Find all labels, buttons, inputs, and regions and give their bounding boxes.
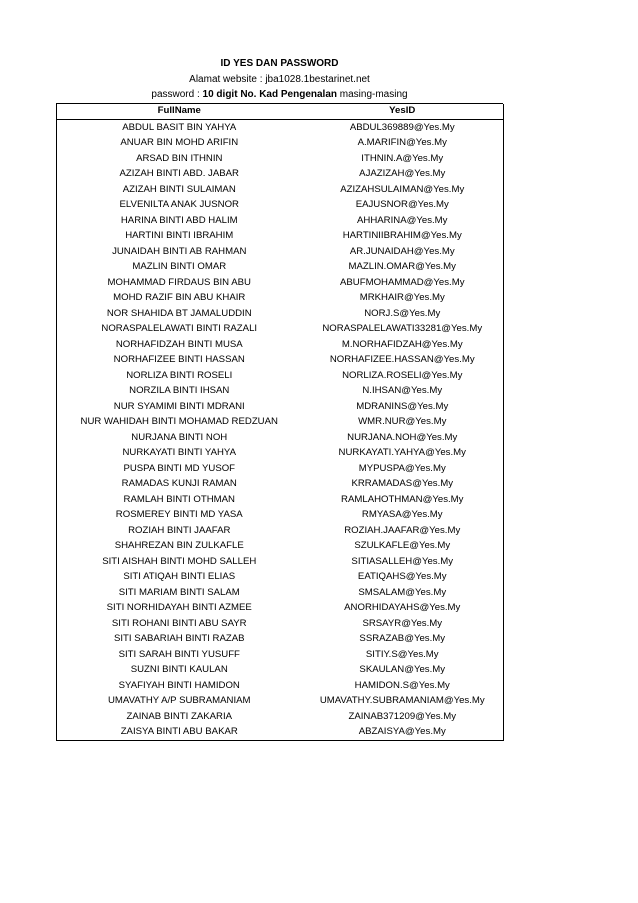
document-sheet bbox=[56, 56, 503, 741]
fullname-cell: ROSMEREY BINTI MD YASA bbox=[57, 508, 302, 524]
website-line bbox=[56, 72, 503, 88]
yesid-cell: SITIY.S@Yes.My bbox=[302, 647, 504, 663]
table-row bbox=[57, 461, 504, 477]
column-header-yesid: YesID bbox=[302, 104, 504, 120]
fullname-cell: NORHAFIZEE BINTI HASSAN bbox=[57, 353, 302, 369]
fullname-cell: UMAVATHY A/P SUBRAMANIAM bbox=[57, 694, 302, 710]
fullname-cell: HARINA BINTI ABD HALIM bbox=[57, 213, 302, 229]
table-row bbox=[57, 492, 504, 508]
table-row bbox=[57, 430, 504, 446]
password-suffix: masing-masing bbox=[339, 89, 408, 100]
user-table bbox=[56, 104, 504, 742]
table-row bbox=[57, 291, 504, 307]
table-row bbox=[57, 198, 504, 214]
fullname-cell: SITI ROHANI BINTI ABU SAYR bbox=[57, 616, 302, 632]
table-row bbox=[57, 616, 504, 632]
table-row bbox=[57, 446, 504, 462]
yesid-cell: ABDUL369889@Yes.My bbox=[302, 120, 504, 136]
yesid-cell: WMR.NUR@Yes.My bbox=[302, 415, 504, 431]
table-row bbox=[57, 322, 504, 338]
yesid-cell: SSRAZAB@Yes.My bbox=[302, 632, 504, 648]
fullname-cell: NOR SHAHIDA BT JAMALUDDIN bbox=[57, 306, 302, 322]
yesid-cell: RAMLAHOTHMAN@Yes.My bbox=[302, 492, 504, 508]
fullname-cell: RAMLAH BINTI OTHMAN bbox=[57, 492, 302, 508]
yesid-cell: NORHAFIZEE.HASSAN@Yes.My bbox=[302, 353, 504, 369]
yesid-cell: SKAULAN@Yes.My bbox=[302, 663, 504, 679]
table-row bbox=[57, 585, 504, 601]
table-row bbox=[57, 213, 504, 229]
fullname-cell: SITI NORHIDAYAH BINTI AZMEE bbox=[57, 601, 302, 617]
fullname-cell: SITI ATIQAH BINTI ELIAS bbox=[57, 570, 302, 586]
table-row bbox=[57, 260, 504, 276]
fullname-cell: NURKAYATI BINTI YAHYA bbox=[57, 446, 302, 462]
fullname-cell: RAMADAS KUNJI RAMAN bbox=[57, 477, 302, 493]
password-label: password : bbox=[151, 89, 200, 100]
yesid-cell: UMAVATHY.SUBRAMANIAM@Yes.My bbox=[302, 694, 504, 710]
table-row bbox=[57, 151, 504, 167]
table-row bbox=[57, 523, 504, 539]
yesid-cell: MYPUSPA@Yes.My bbox=[302, 461, 504, 477]
yesid-cell: N.IHSAN@Yes.My bbox=[302, 384, 504, 400]
yesid-cell: MAZLIN.OMAR@Yes.My bbox=[302, 260, 504, 276]
fullname-cell: NUR WAHIDAH BINTI MOHAMAD REDZUAN bbox=[57, 415, 302, 431]
yesid-cell: A.MARIFIN@Yes.My bbox=[302, 136, 504, 152]
fullname-cell: MOHD RAZIF BIN ABU KHAIR bbox=[57, 291, 302, 307]
fullname-cell: SITI MARIAM BINTI SALAM bbox=[57, 585, 302, 601]
yesid-cell: NORLIZA.ROSELI@Yes.My bbox=[302, 368, 504, 384]
yesid-cell: ANORHIDAYAHS@Yes.My bbox=[302, 601, 504, 617]
fullname-cell: AZIZAH BINTI SULAIMAN bbox=[57, 182, 302, 198]
yesid-cell: ITHNIN.A@Yes.My bbox=[302, 151, 504, 167]
yesid-cell: AR.JUNAIDAH@Yes.My bbox=[302, 244, 504, 260]
yesid-cell: MDRANINS@Yes.My bbox=[302, 399, 504, 415]
website-value: jba1028.1bestarinet.net bbox=[265, 73, 370, 85]
fullname-cell: ARSAD BIN ITHNIN bbox=[57, 151, 302, 167]
yesid-cell: SITIASALLEH@Yes.My bbox=[302, 554, 504, 570]
table-row bbox=[57, 709, 504, 725]
fullname-cell: ANUAR BIN MOHD ARIFIN bbox=[57, 136, 302, 152]
table-row bbox=[57, 229, 504, 245]
table-row bbox=[57, 244, 504, 260]
table-row bbox=[57, 678, 504, 694]
table-row bbox=[57, 399, 504, 415]
fullname-cell: MAZLIN BINTI OMAR bbox=[57, 260, 302, 276]
table-row bbox=[57, 182, 504, 198]
yesid-cell: AJAZIZAH@Yes.My bbox=[302, 167, 504, 183]
table-row bbox=[57, 647, 504, 663]
yesid-cell: M.NORHAFIDZAH@Yes.My bbox=[302, 337, 504, 353]
table-row bbox=[57, 694, 504, 710]
yesid-cell: NORJ.S@Yes.My bbox=[302, 306, 504, 322]
table-row bbox=[57, 539, 504, 555]
table-row bbox=[57, 368, 504, 384]
yesid-cell: NURJANA.NOH@Yes.My bbox=[302, 430, 504, 446]
fullname-cell: NORASPALELAWATI BINTI RAZALI bbox=[57, 322, 302, 338]
website-label: Alamat website : bbox=[189, 73, 263, 85]
fullname-cell: ROZIAH BINTI JAAFAR bbox=[57, 523, 302, 539]
table-row bbox=[57, 632, 504, 648]
table-body bbox=[57, 120, 504, 741]
table-row bbox=[57, 384, 504, 400]
yesid-cell: HARTINIIBRAHIM@Yes.My bbox=[302, 229, 504, 245]
fullname-cell: NURJANA BINTI NOH bbox=[57, 430, 302, 446]
fullname-cell: SUZNI BINTI KAULAN bbox=[57, 663, 302, 679]
fullname-cell: ZAISYA BINTI ABU BAKAR bbox=[57, 725, 302, 741]
table-row bbox=[57, 353, 504, 369]
fullname-cell: NORHAFIDZAH BINTI MUSA bbox=[57, 337, 302, 353]
document-title: ID YES DAN PASSWORD bbox=[220, 58, 339, 69]
fullname-cell: AZIZAH BINTI ABD. JABAR bbox=[57, 167, 302, 183]
fullname-cell: ABDUL BASIT BIN YAHYA bbox=[57, 120, 302, 136]
yesid-cell: SZULKAFLE@Yes.My bbox=[302, 539, 504, 555]
table-row bbox=[57, 570, 504, 586]
yesid-cell: AZIZAHSULAIMAN@Yes.My bbox=[302, 182, 504, 198]
yesid-cell: SRSAYR@Yes.My bbox=[302, 616, 504, 632]
column-header-fullname: FullName bbox=[57, 104, 302, 120]
fullname-cell: SITI AISHAH BINTI MOHD SALLEH bbox=[57, 554, 302, 570]
table-row bbox=[57, 275, 504, 291]
fullname-cell: MOHAMMAD FIRDAUS BIN ABU bbox=[57, 275, 302, 291]
table-row bbox=[57, 337, 504, 353]
table-row bbox=[57, 725, 504, 741]
fullname-cell: ZAINAB BINTI ZAKARIA bbox=[57, 709, 302, 725]
yesid-cell: ABUFMOHAMMAD@Yes.My bbox=[302, 275, 504, 291]
table-row bbox=[57, 477, 504, 493]
yesid-cell: NURKAYATI.YAHYA@Yes.My bbox=[302, 446, 504, 462]
yesid-cell: ZAINAB371209@Yes.My bbox=[302, 709, 504, 725]
yesid-cell: SMSALAM@Yes.My bbox=[302, 585, 504, 601]
fullname-cell: SITI SARAH BINTI YUSUFF bbox=[57, 647, 302, 663]
fullname-cell: HARTINI BINTI IBRAHIM bbox=[57, 229, 302, 245]
fullname-cell: PUSPA BINTI MD YUSOF bbox=[57, 461, 302, 477]
fullname-cell: NORLIZA BINTI ROSELI bbox=[57, 368, 302, 384]
yesid-cell: EATIQAHS@Yes.My bbox=[302, 570, 504, 586]
fullname-cell: ELVENILTA ANAK JUSNOR bbox=[57, 198, 302, 214]
yesid-cell: NORASPALELAWATI33281@Yes.My bbox=[302, 322, 504, 338]
yesid-cell: HAMIDON.S@Yes.My bbox=[302, 678, 504, 694]
yesid-cell: EAJUSNOR@Yes.My bbox=[302, 198, 504, 214]
table-row bbox=[57, 508, 504, 524]
table-header-row bbox=[57, 104, 504, 120]
table-row bbox=[57, 167, 504, 183]
table-row bbox=[57, 601, 504, 617]
fullname-cell: SYAFIYAH BINTI HAMIDON bbox=[57, 678, 302, 694]
yesid-cell: ABZAISYA@Yes.My bbox=[302, 725, 504, 741]
yesid-cell: ROZIAH.JAAFAR@Yes.My bbox=[302, 523, 504, 539]
table-row bbox=[57, 554, 504, 570]
table-row bbox=[57, 120, 504, 136]
yesid-cell: KRRAMADAS@Yes.My bbox=[302, 477, 504, 493]
table-row bbox=[57, 306, 504, 322]
table-row bbox=[57, 415, 504, 431]
yesid-cell: AHHARINA@Yes.My bbox=[302, 213, 504, 229]
fullname-cell: NORZILA BINTI IHSAN bbox=[57, 384, 302, 400]
table-row bbox=[57, 136, 504, 152]
fullname-cell: NUR SYAMIMI BINTI MDRANI bbox=[57, 399, 302, 415]
yesid-cell: RMYASA@Yes.My bbox=[302, 508, 504, 524]
yesid-cell: MRKHAIR@Yes.My bbox=[302, 291, 504, 307]
fullname-cell: SITI SABARIAH BINTI RAZAB bbox=[57, 632, 302, 648]
fullname-cell: JUNAIDAH BINTI AB RAHMAN bbox=[57, 244, 302, 260]
password-line bbox=[56, 87, 503, 104]
fullname-cell: SHAHREZAN BIN ZULKAFLE bbox=[57, 539, 302, 555]
password-format: 10 digit No. Kad Pengenalan bbox=[202, 89, 337, 100]
table-row bbox=[57, 663, 504, 679]
